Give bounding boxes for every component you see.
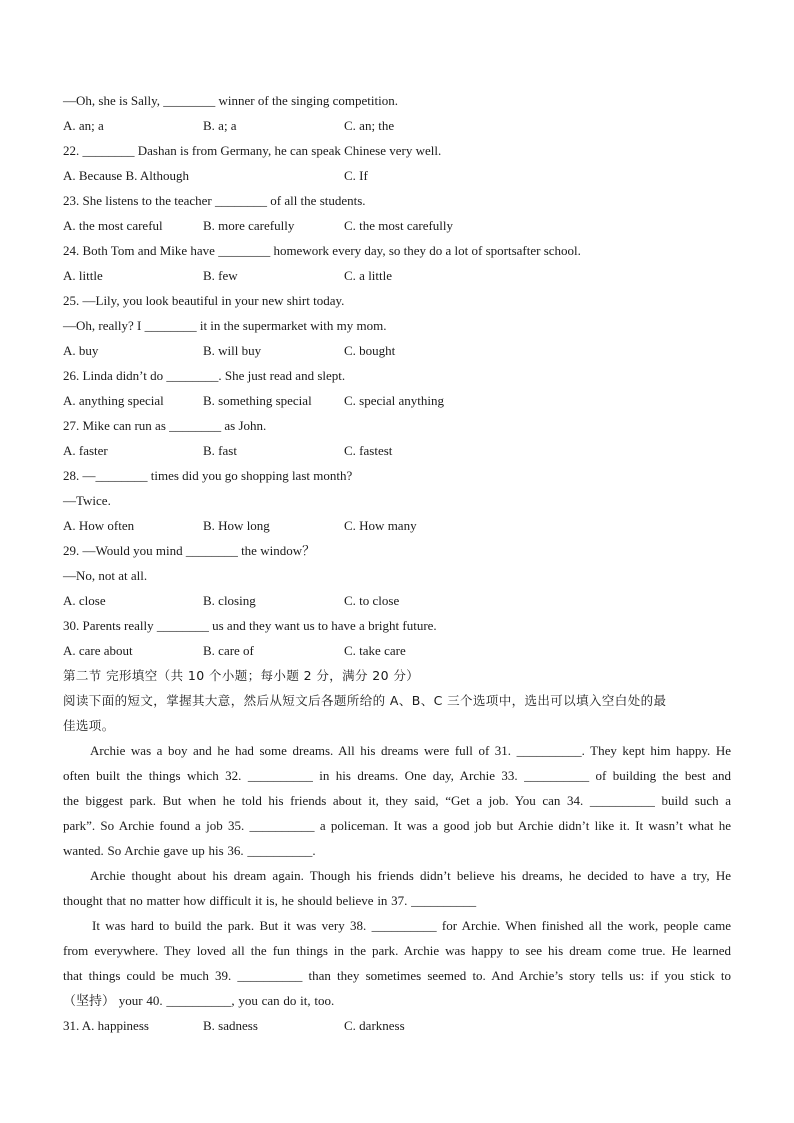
option-b: B. something special	[203, 393, 312, 408]
option-b: B. more carefully	[203, 218, 295, 233]
option-a: A. close	[63, 593, 106, 608]
passage-line: that things could be much 39. __________ than they sometimes seemed to. And Archie’s story tells us: if you stick to	[63, 968, 731, 983]
q25-stem: 25. —Lily, you look beautiful in your new shirt today.	[63, 293, 345, 308]
option-c: C. a little	[344, 268, 393, 283]
option-c: C. fastest	[344, 443, 393, 458]
q27-stem: 27. Mike can run as ________ as John.	[63, 418, 267, 433]
q29-stem: 29. —Would you mind ________ the window？	[63, 543, 316, 558]
passage-line: the biggest park. But when he told his friends about it, they said, “Get a job. You can 34. __________ build such a	[63, 793, 731, 808]
option-a: A. the most careful	[63, 218, 163, 233]
cloze-passage	[63, 738, 731, 1013]
option-c: C. the most carefully	[344, 218, 454, 233]
q29-options	[63, 588, 731, 613]
option-c: C. If	[344, 168, 368, 183]
option-c: C. darkness	[344, 1018, 405, 1033]
q23-stem: 23. She listens to the teacher ________ of all the students.	[63, 193, 366, 208]
option-c: C. special anything	[344, 393, 445, 408]
option-b: B. few	[203, 268, 238, 283]
option-b: B. care of	[203, 643, 254, 658]
option-a: A. buy	[63, 343, 99, 358]
passage-line: （坚持） your 40. __________, you can do it, too.	[63, 993, 335, 1008]
passage-line: thought that no matter how difficult it is, he should believe in 37. __________	[63, 893, 477, 908]
section-instructions-line-2: 佳选项。	[63, 718, 115, 733]
passage-line: park”. So Archie found a job 35. __________ a policeman. It was a good job but Archie didn’t like it. It wasn’t what he	[63, 818, 731, 833]
q23-options	[63, 213, 731, 238]
q30-stem: 30. Parents really ________ us and they want us to have a bright future.	[63, 618, 437, 633]
q28-options	[63, 513, 731, 538]
passage-line: Archie thought about his dream again. Though his friends didn’t believe his dreams, he decided to have a try, He	[90, 868, 731, 883]
q21-options	[63, 113, 731, 138]
section-instructions-line-1: 阅读下面的短文，掌握其大意，然后从短文后各题所给的 A、B、C 三个选项中，选出可以填入空白处的最	[63, 693, 667, 708]
option-a: 31. A. happiness	[63, 1018, 149, 1033]
option-spacer	[203, 163, 344, 188]
q22-options	[63, 163, 731, 188]
option-a: A. an; a	[63, 118, 104, 133]
q24-options	[63, 263, 731, 288]
passage-line: Archie was a boy and he had some dreams. All his dreams were full of 31. __________. They kept him happy. He	[90, 743, 731, 758]
q25-options	[63, 338, 731, 363]
q28-answer-line: —Twice.	[63, 493, 111, 508]
option-c: C. bought	[344, 343, 396, 358]
q28-stem: 28. —________ times did you go shopping last month?	[63, 468, 353, 483]
option-a: A. care about	[63, 643, 133, 658]
option-a: A. little	[63, 268, 103, 283]
option-b: B. closing	[203, 593, 256, 608]
option-b: B. will buy	[203, 343, 262, 358]
q31-options	[63, 1013, 731, 1038]
option-b: B. fast	[203, 443, 237, 458]
q30-options	[63, 638, 731, 663]
q27-options	[63, 438, 731, 463]
q26-options	[63, 388, 731, 413]
exam-page	[63, 88, 731, 1038]
passage-line: from everywhere. They loved all the fun things in the park. Archie was happy to see his dream come true. He learned	[63, 943, 731, 958]
option-b: B. How long	[203, 518, 270, 533]
option-a: A. anything special	[63, 393, 164, 408]
passage-line: It was hard to build the park. But it was very 38. __________ for Archie. When finished all the work, people came	[92, 918, 731, 933]
passage-line: wanted. So Archie gave up his 36. __________.	[63, 843, 316, 858]
q22-stem: 22. ________ Dashan is from Germany, he can speak Chinese very well.	[63, 143, 442, 158]
option-c: C. take care	[344, 643, 406, 658]
option-c: C. How many	[344, 518, 417, 533]
option-a: A. faster	[63, 443, 108, 458]
option-b: B. sadness	[203, 1018, 258, 1033]
option-c: C. an; the	[344, 118, 395, 133]
q21-answer-line: —Oh, she is Sally, ________ winner of the singing competition.	[63, 93, 398, 108]
passage-line: often built the things which 32. __________ in his dreams. One day, Archie 33. __________ of building the best and	[63, 768, 731, 783]
option-a: A. How often	[63, 518, 135, 533]
option-b: B. a; a	[203, 118, 237, 133]
section-title: 第二节 完形填空（共 10 个小题；每小题 2 分，满分 20 分）	[63, 668, 420, 683]
option-c: C. to close	[344, 593, 400, 608]
q24-stem: 24. Both Tom and Mike have ________ homework every day, so they do a lot of sportsafter school.	[63, 243, 581, 258]
q29-answer-line: —No, not at all.	[63, 568, 148, 583]
option-a-b: A. Because B. Although	[63, 168, 190, 183]
q26-stem: 26. Linda didn’t do ________. She just read and slept.	[63, 368, 346, 383]
q25-answer-line: —Oh, really? I ________ it in the supermarket with my mom.	[63, 318, 387, 333]
